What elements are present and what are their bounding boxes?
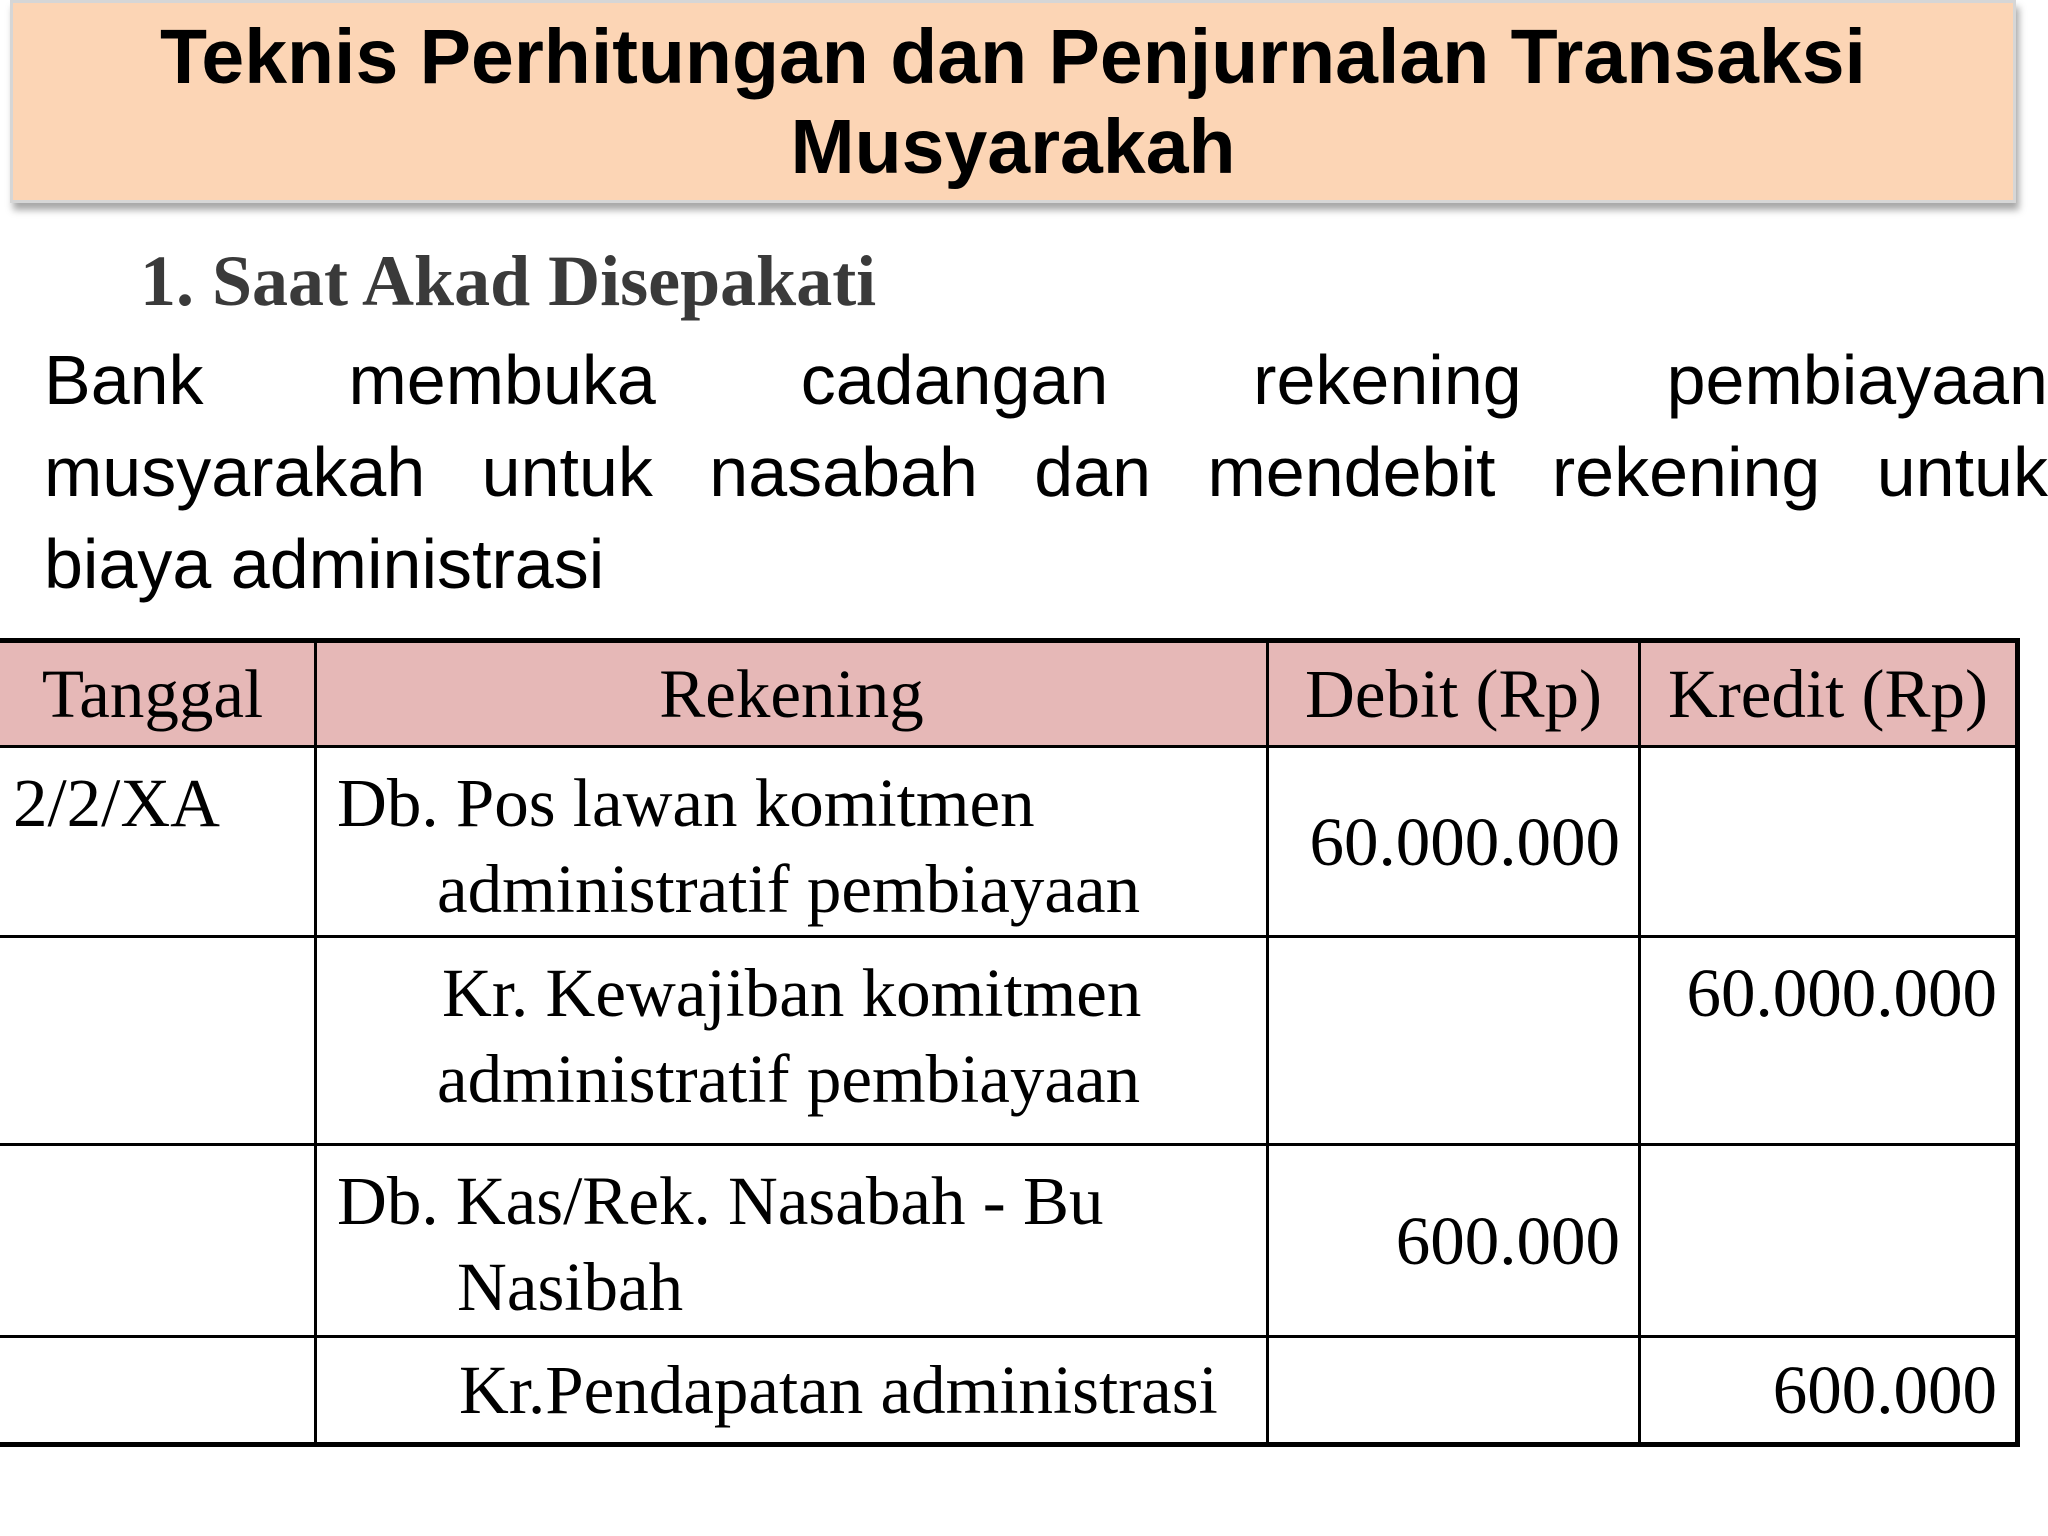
row-date xyxy=(0,937,316,1145)
table-row xyxy=(0,747,2018,937)
description-line-2: musyarakah untuk nasabah dan mendebit rekening untuk xyxy=(44,433,2048,511)
row-debit: 600.000 xyxy=(1268,1145,1640,1337)
account-line: Db. Pos lawan komitmen xyxy=(337,765,1035,841)
journal-table xyxy=(0,638,2020,1447)
row-date: 2/2/XA xyxy=(0,747,316,937)
slide-title-box xyxy=(10,0,2016,203)
table-row xyxy=(0,1145,2018,1337)
row-credit xyxy=(1640,1145,2018,1337)
account-line: Nasibah xyxy=(457,1249,684,1325)
slide-title-line-1: Teknis Perhitungan dan Penjurnalan Transaksi xyxy=(160,13,1866,100)
description-paragraph xyxy=(44,334,2048,610)
row-account xyxy=(316,1337,1268,1445)
table-row xyxy=(0,937,2018,1145)
account-line: Db. Kas/Rek. Nasabah - Bu xyxy=(337,1163,1104,1239)
account-line: Kr. Kewajiban komitmen xyxy=(442,955,1142,1031)
account-line: administratif pembiayaan xyxy=(437,851,1141,927)
table-header-row xyxy=(0,641,2018,747)
row-debit xyxy=(1268,1337,1640,1445)
row-credit: 600.000 xyxy=(1640,1337,2018,1445)
header-credit: Kredit (Rp) xyxy=(1640,641,2018,747)
account-line: Kr.Pendapatan administrasi xyxy=(459,1352,1218,1428)
slide-title-line-2: Musyarakah xyxy=(790,103,1236,190)
row-date xyxy=(0,1145,316,1337)
row-account xyxy=(316,747,1268,937)
section-heading: 1. Saat Akad Disepakati xyxy=(140,241,877,321)
header-account: Rekening xyxy=(316,641,1268,747)
header-date: Tanggal xyxy=(0,641,316,747)
row-account xyxy=(316,1145,1268,1337)
header-debit: Debit (Rp) xyxy=(1268,641,1640,747)
row-account xyxy=(316,937,1268,1145)
row-credit: 60.000.000 xyxy=(1640,937,2018,1145)
table-row xyxy=(0,1337,2018,1445)
row-credit xyxy=(1640,747,2018,937)
row-date xyxy=(0,1337,316,1445)
row-debit: 60.000.000 xyxy=(1268,747,1640,937)
row-debit xyxy=(1268,937,1640,1145)
description-line-3: biaya administrasi xyxy=(44,525,605,603)
account-line: administratif pembiayaan xyxy=(437,1041,1141,1117)
description-line-1: Bank membuka cadangan rekening pembiayaan xyxy=(44,341,2048,419)
